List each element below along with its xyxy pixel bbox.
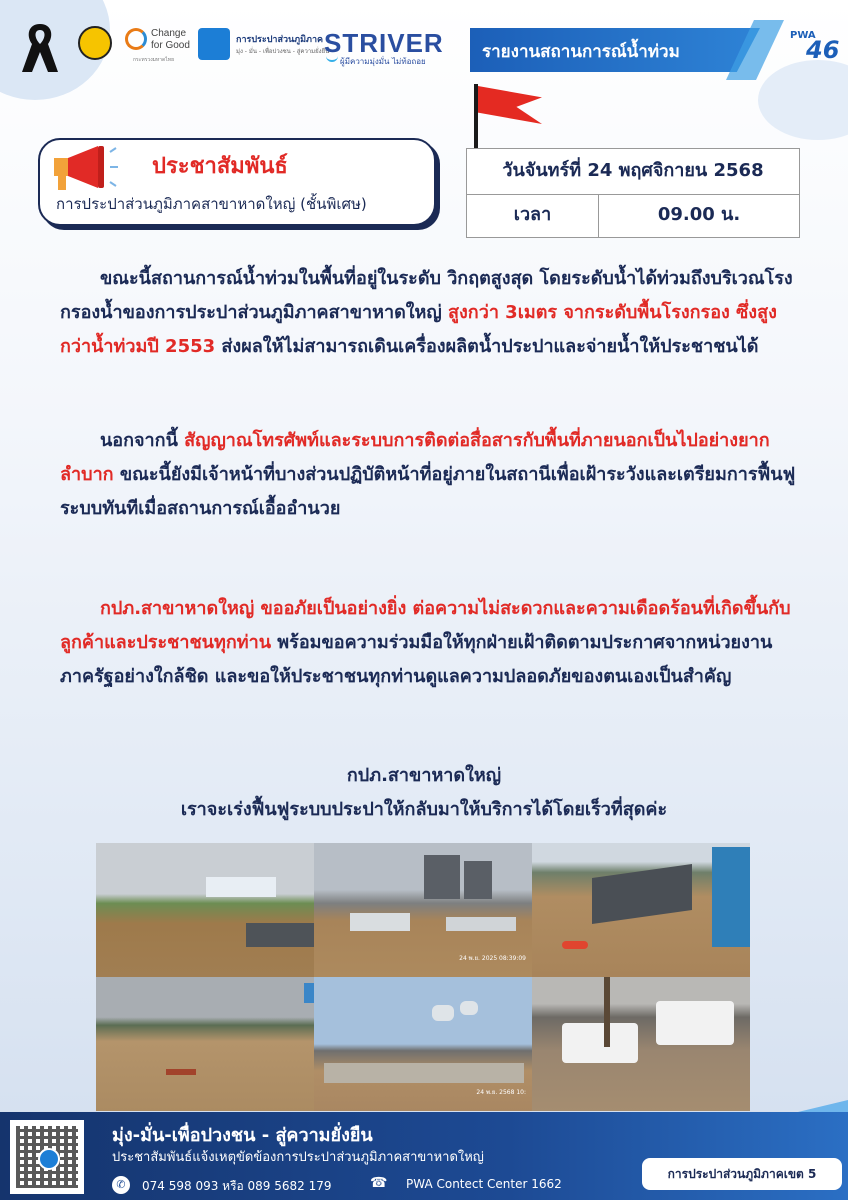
debris-shape [166, 1069, 196, 1075]
change-for-good-text: Change for Good [151, 28, 190, 51]
pwa-name: การประปาส่วนภูมิภาค [236, 34, 324, 44]
paragraph-apology [60, 592, 796, 694]
building-shape [712, 847, 750, 947]
paragraph-situation [60, 262, 796, 364]
building-shape [464, 861, 492, 899]
mourning-ribbon-icon [20, 22, 60, 74]
pwa46-label: PWA [790, 30, 816, 41]
paragraph-text: ส่งผลให้ไม่สามารถเดินเครื่องผลิตน้ำประปาและจ่ายน้ำให้ประชาชนได้ [215, 336, 759, 357]
paragraph-text: ขณะนี้สถานการณ์น้ำท่วมในพื้นที่อยู่ในระดับ วิกฤตสูงสุด โดยระดับน้ำได้ท่วมถึงบริเวณโรงกรองน้ำของการประปาส่วนภูมิภาคสาขาหาดใหญ่ [60, 268, 793, 323]
flood-photo [96, 843, 314, 977]
signpost-shape [304, 983, 314, 1003]
building-shape [350, 913, 410, 931]
banner-title: รายงานสถานการณ์น้ำท่วม [482, 42, 680, 62]
change-for-good-sub: กระทรวงมหาดไทย [133, 57, 175, 63]
highlight-text: กปภ.สาขาหาดใหญ่ ขออภัยเป็นอย่างยิ่ง ต่อความไม่สะดวกและความเดือดร้อนที่เกิดขึ้นกับลูกค้าและประชาชนทุกท่าน [60, 598, 791, 653]
photo-timestamp: 24 พ.ย. 2568 10: [476, 1089, 526, 1096]
boat-shape [562, 941, 588, 949]
wave-icon [326, 56, 338, 62]
qr-code[interactable] [10, 1120, 84, 1194]
change-for-good-logo [125, 26, 195, 66]
moi-seal-icon [78, 26, 112, 60]
striver-logo: STRIVER [324, 28, 444, 58]
paragraph-text: นอกจากนี้ [100, 430, 185, 451]
building-shape [446, 917, 516, 931]
flood-photo [314, 843, 532, 977]
footer-description: ประชาสัมพันธ์แจ้งเหตุขัดข้องการประปาส่วนภูมิภาคสาขาหาดใหญ่ [112, 1150, 484, 1165]
paragraph-text: ขณะนี้ยังมีเจ้าหน้าที่บางส่วนปฏิบัติหน้าที่อยู่ภายในสถานีเพื่อเฝ้าระวังและเตรียมการฟื้นฟูระบบทันทีเมื่อสถานการณ์เอื้ออำนวย [60, 464, 796, 519]
red-flag-icon [478, 86, 542, 124]
pwa-tagline: มุ่ง - มั่น - เพื่อปวงชน - สู่ความยั่งยืน [236, 48, 330, 55]
date-value: วันจันทร์ที่ 24 พฤศจิกายน 2568 [467, 149, 799, 195]
building-shape [246, 923, 314, 947]
pwa-logo [198, 28, 230, 60]
paragraph-text: พร้อมขอความร่วมมือให้ทุกฝ่ายเฝ้าติดตามประกาศจากหน่วยงานภาครัฐอย่างใกล้ชิด และขอให้ประชาชนทุกท่านดูแลความปลอดภัยของตนเองเป็นสำคัญ [60, 632, 773, 687]
striver-tagline: ผู้มีความมุ่งมั่น ไม่ท้อถอย [340, 57, 426, 66]
flag-pole [474, 84, 478, 150]
phone-numbers[interactable]: 074 598 093 หรือ 089 5682 179 [142, 1179, 332, 1193]
header [0, 0, 848, 90]
building-shape [592, 864, 692, 924]
region-badge: การประปาส่วนภูมิภาคเขต 5 [642, 1158, 842, 1190]
closing-message: เราจะเร่งฟื้นฟูระบบประปาให้กลับมาให้บริการได้โดยเร็วที่สุดค่ะ [180, 799, 668, 820]
footer-slogan: มุ่ง-มั่น-เพื่อปวงชน - สู่ความยั่งยืน [112, 1125, 373, 1146]
water-tank-shape [432, 1005, 454, 1021]
flood-photo [532, 977, 750, 1111]
building-shape [206, 877, 276, 897]
photo-timestamp: 24 พ.ย. 2025 08:39:09 [459, 955, 526, 962]
pole-shape [604, 977, 610, 1047]
car-shape [656, 1001, 734, 1045]
time-label: เวลา [467, 195, 599, 237]
highlight-text: สัญญาณโทรศัพท์และระบบการติดต่อสื่อสารกับพื้นที่ภายนอกเป็นไปอย่างยากลำบาก [60, 430, 770, 485]
highlight-text: สูงกว่า 3เมตร จากระดับพื้นโรงกรอง ซึ่งสูงกว่าน้ำท่วมปี 2553 [60, 302, 777, 357]
flood-photo [96, 977, 314, 1111]
car-shape [562, 1023, 638, 1063]
megaphone-icon [50, 142, 120, 194]
announcement-subtitle: การประปาส่วนภูมิภาคสาขาหาดใหญ่ (ชั้นพิเศษ) [56, 195, 367, 213]
announcement-title: ประชาสัมพันธ์ [152, 154, 288, 179]
building-shape [324, 1063, 524, 1083]
flood-photo [532, 843, 750, 977]
paragraph-communication [60, 424, 796, 526]
date-time-table [466, 148, 800, 238]
building-shape [424, 855, 460, 899]
pwa-logo [38, 1148, 60, 1170]
time-value: 09.00 น. [657, 204, 741, 225]
pwa46-number: 46 [806, 36, 840, 64]
contact-center[interactable]: PWA Contect Center 1662 [406, 1177, 562, 1191]
phone-icon: ✆ [112, 1176, 130, 1194]
headset-icon: ☎ [370, 1175, 388, 1191]
closing-signature: กปภ.สาขาหาดใหญ่ [346, 765, 502, 786]
flood-photo [314, 977, 532, 1111]
change-for-good-mark-icon [125, 28, 147, 50]
water-tank-shape [460, 1001, 478, 1015]
